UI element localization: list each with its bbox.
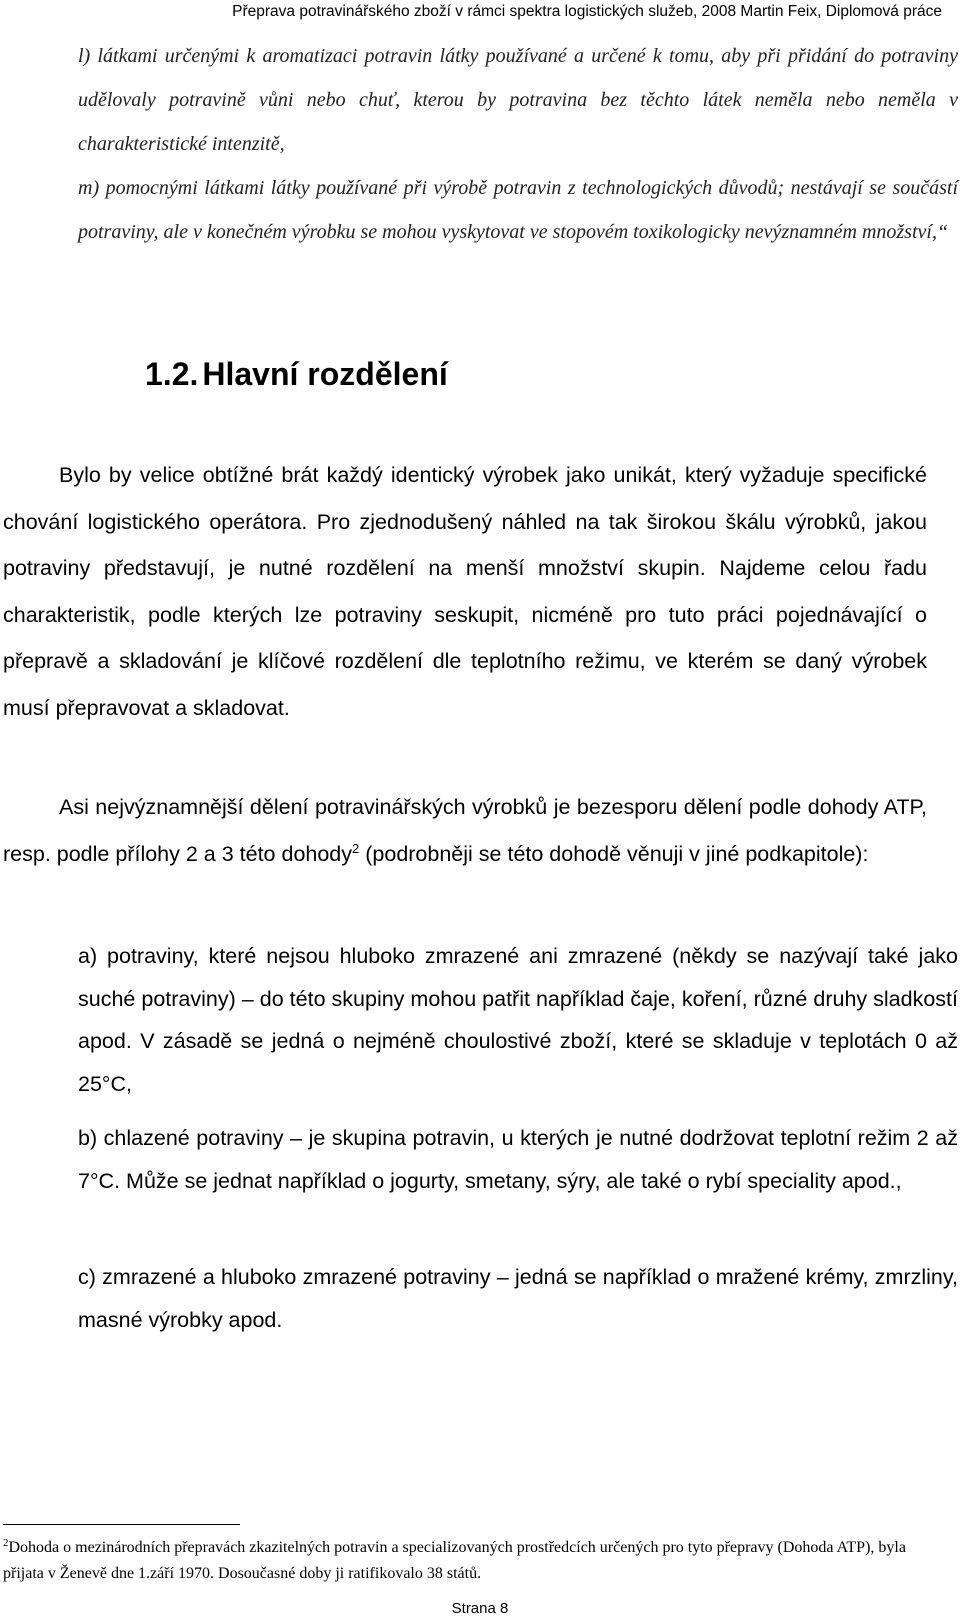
definition-item-m: m) pomocnými látkami látky používané při výrobě potravin z technologických důvodů; nestávají se součástí potraviny, ale v konečném výrobku se mohou vyskytovat ve stopovém toxikologicky nevýznamném množství,“ xyxy=(78,177,958,243)
section-title: Hlavní rozdělení xyxy=(202,356,448,392)
footnote-separator xyxy=(3,1524,240,1525)
definition-item-l: l) látkami určenými k aromatizaci potravin látky používané a určené k tomu, aby při přidání do potraviny udělovaly potravině vůni nebo chuť, kterou by potravina bez těchto látek neměla nebo neměla v charakteristické intenzitě, xyxy=(78,45,958,155)
list-item-b: b) chlazené potraviny – je skupina potravin, u kterých je nutné dodržovat teplotní režim 2 až 7°C. Může se jednat například o jogurty, smetany, sýry, ale také o rybí speciality apod., xyxy=(78,1126,958,1193)
section-number: 1.2. xyxy=(145,356,199,392)
page-number: Strana 8 xyxy=(451,1600,509,1617)
footnote xyxy=(3,1535,948,1587)
footnote-marker: 2 xyxy=(3,1537,9,1549)
paragraph-atp-text-end: (podrobněji se této dohodě věnuji v jiné podkapitole): xyxy=(359,841,869,866)
running-header: Přeprava potravinářského zboží v rámci spektra logistických služeb, 2008 Martin Feix, Diplomová práce xyxy=(232,3,942,20)
paragraph-atp-text: Asi nejvýznamnější dělení potravinářských výrobků je bezesporu dělení podle dohody ATP, resp. podle přílohy 2 a 3 této dohody xyxy=(3,795,927,866)
footnote-reference[interactable]: 2 xyxy=(352,840,360,856)
list-item-a: a) potraviny, které nejsou hluboko zmrazené ani zmrazené (někdy se nazývají také jako suché potraviny) – do této skupiny mohou patřit například čaje, koření, různé druhy sladkostí apod. V zásadě se jedná o nejméně choulostivé zboží, které se skladuje v teplotách 0 až 25°C, xyxy=(78,944,958,1096)
paragraph-atp xyxy=(3,784,927,877)
footnote-text: Dohoda o mezinárodních přepravách zkazitelných potravin a specializovaných prostředcích určených pro tyto přepravy (Dohoda ATP), byla přijata v Ženevě dne 1.září 1970. Dosoučasné doby ji ratifikovalo 38 států. xyxy=(3,1539,906,1582)
section-heading xyxy=(145,354,448,394)
list-item-c: c) zmrazené a hluboko zmrazené potraviny – jedná se například o mražené krémy, zmrzliny, masné výrobky apod. xyxy=(78,1265,958,1332)
paragraph-main: Bylo by velice obtížné brát každý identický výrobek jako unikát, který vyžaduje specifické chování logistického operátora. Pro zjednodušený náhled na tak širokou škálu výrobků, jakou potraviny představují, je nutné rozdělení na menší množství skupin. Najdeme celou řadu charakteristik, podle kterých lze potraviny seskupit, nicméně pro tuto práci pojednávající o přepravě a skladování je klíčové rozdělení dle teplotního režimu, ve kterém se daný výrobek musí přepravovat a skladovat. xyxy=(3,463,927,720)
